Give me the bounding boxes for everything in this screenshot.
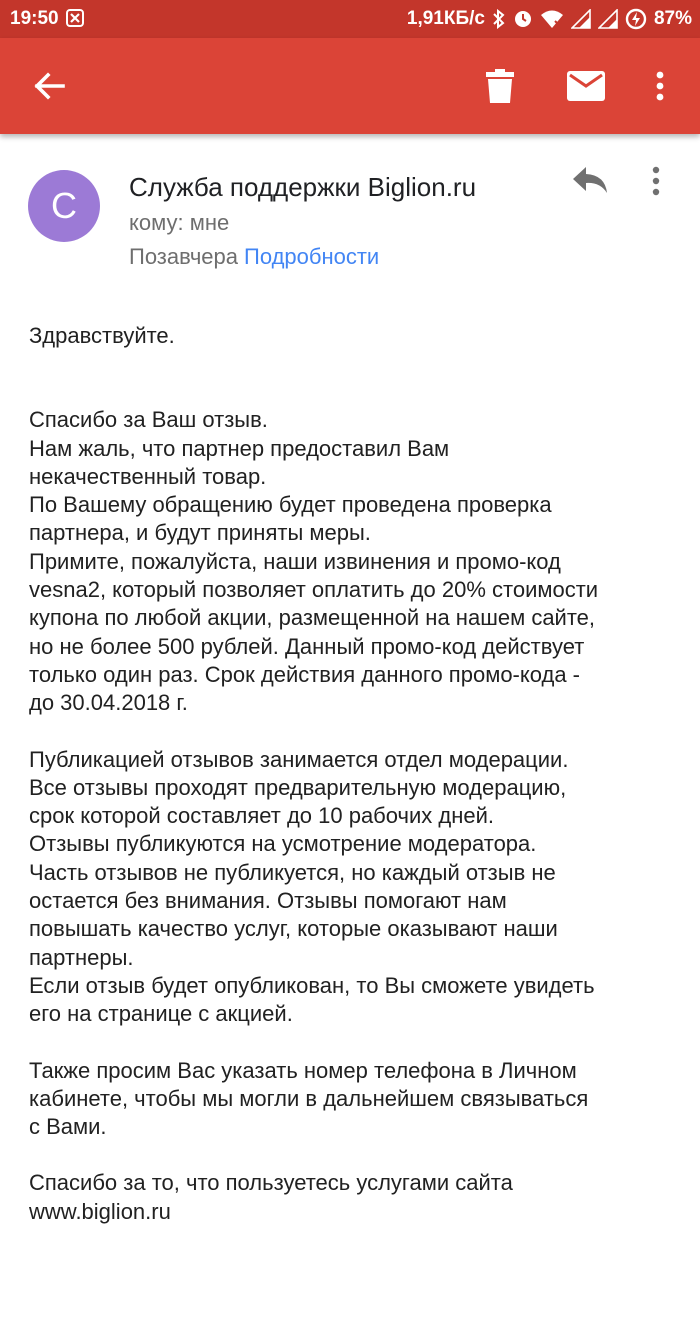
battery-percent: 87%	[653, 8, 692, 29]
avatar[interactable]: С	[28, 170, 100, 242]
sender-name[interactable]: Служба поддержки Biglion.ru	[129, 172, 477, 202]
arrow-back-icon	[33, 72, 65, 100]
body-paragraph: Публикацией отзывов занимается отдел модерации. Все отзывы проходят предварительную модерацию, срок которой составляет до 10 рабочих дней. Отзывы публикуются на усмотрение модератора. Часть отзывов не публикуется, но каждый отзыв не остается без внимания. Отзывы помогают нам повышать качество услуг, которые оказывают наши партнеры. Если отзыв будет опубликован, то Вы сможете увидеть его на странице с акцией.	[29, 746, 595, 1027]
status-indicators	[407, 8, 692, 30]
reply-button[interactable]	[572, 166, 616, 206]
signal-icon	[571, 9, 591, 29]
delete-button[interactable]	[468, 38, 532, 134]
trash-icon	[486, 69, 514, 103]
details-link[interactable]: Подробности	[244, 244, 380, 269]
message-date: Позавчера	[129, 244, 238, 269]
back-button[interactable]	[14, 38, 84, 134]
greeting-text: Здравствуйте.	[29, 323, 175, 348]
status-bar	[0, 0, 700, 38]
reply-icon	[572, 166, 608, 194]
mark-unread-button[interactable]	[552, 38, 620, 134]
bluetooth-icon	[492, 9, 506, 29]
recipient-line: кому: мне	[129, 210, 230, 235]
battery-saver-icon	[625, 8, 647, 30]
message-body	[29, 322, 679, 1254]
more-vert-icon	[652, 166, 660, 196]
signal-2-icon	[598, 9, 618, 29]
message-meta	[129, 244, 379, 270]
body-paragraph: Также просим Вас указать номер телефона в Личном кабинете, чтобы мы могли в дальнейшем связываться с Вами.	[29, 1057, 589, 1140]
envelope-icon	[567, 71, 605, 101]
notification-app-icon	[66, 9, 84, 27]
wifi-icon	[540, 9, 564, 29]
app-bar	[0, 38, 700, 134]
body-paragraph: Спасибо за то, что пользуетесь услугами сайта www.biglion.ru	[29, 1170, 513, 1224]
overflow-menu-button[interactable]	[636, 38, 684, 134]
more-vert-icon	[656, 71, 664, 101]
status-time: 19:50	[10, 8, 59, 29]
network-speed: 1,91КБ/с	[406, 8, 485, 29]
alarm-icon	[513, 9, 533, 29]
message-header	[0, 134, 700, 284]
body-paragraph: Спасибо за Ваш отзыв. Нам жаль, что партнер предоставил Вам некачественный товар. По Вашему обращению будет проведена проверка партнера, и будут приняты меры. Примите, пожалуйста, наши извинения и промо-код vesna2, который позволяет оплатить до 20% стоимости купона по любой акции, размещенной на нашем сайте, но не более 500 рублей. Данный промо-код действует только один раз. Срок действия данного промо-кода - до 30.04.2018 г.	[29, 407, 599, 716]
message-more-button[interactable]	[652, 166, 676, 206]
